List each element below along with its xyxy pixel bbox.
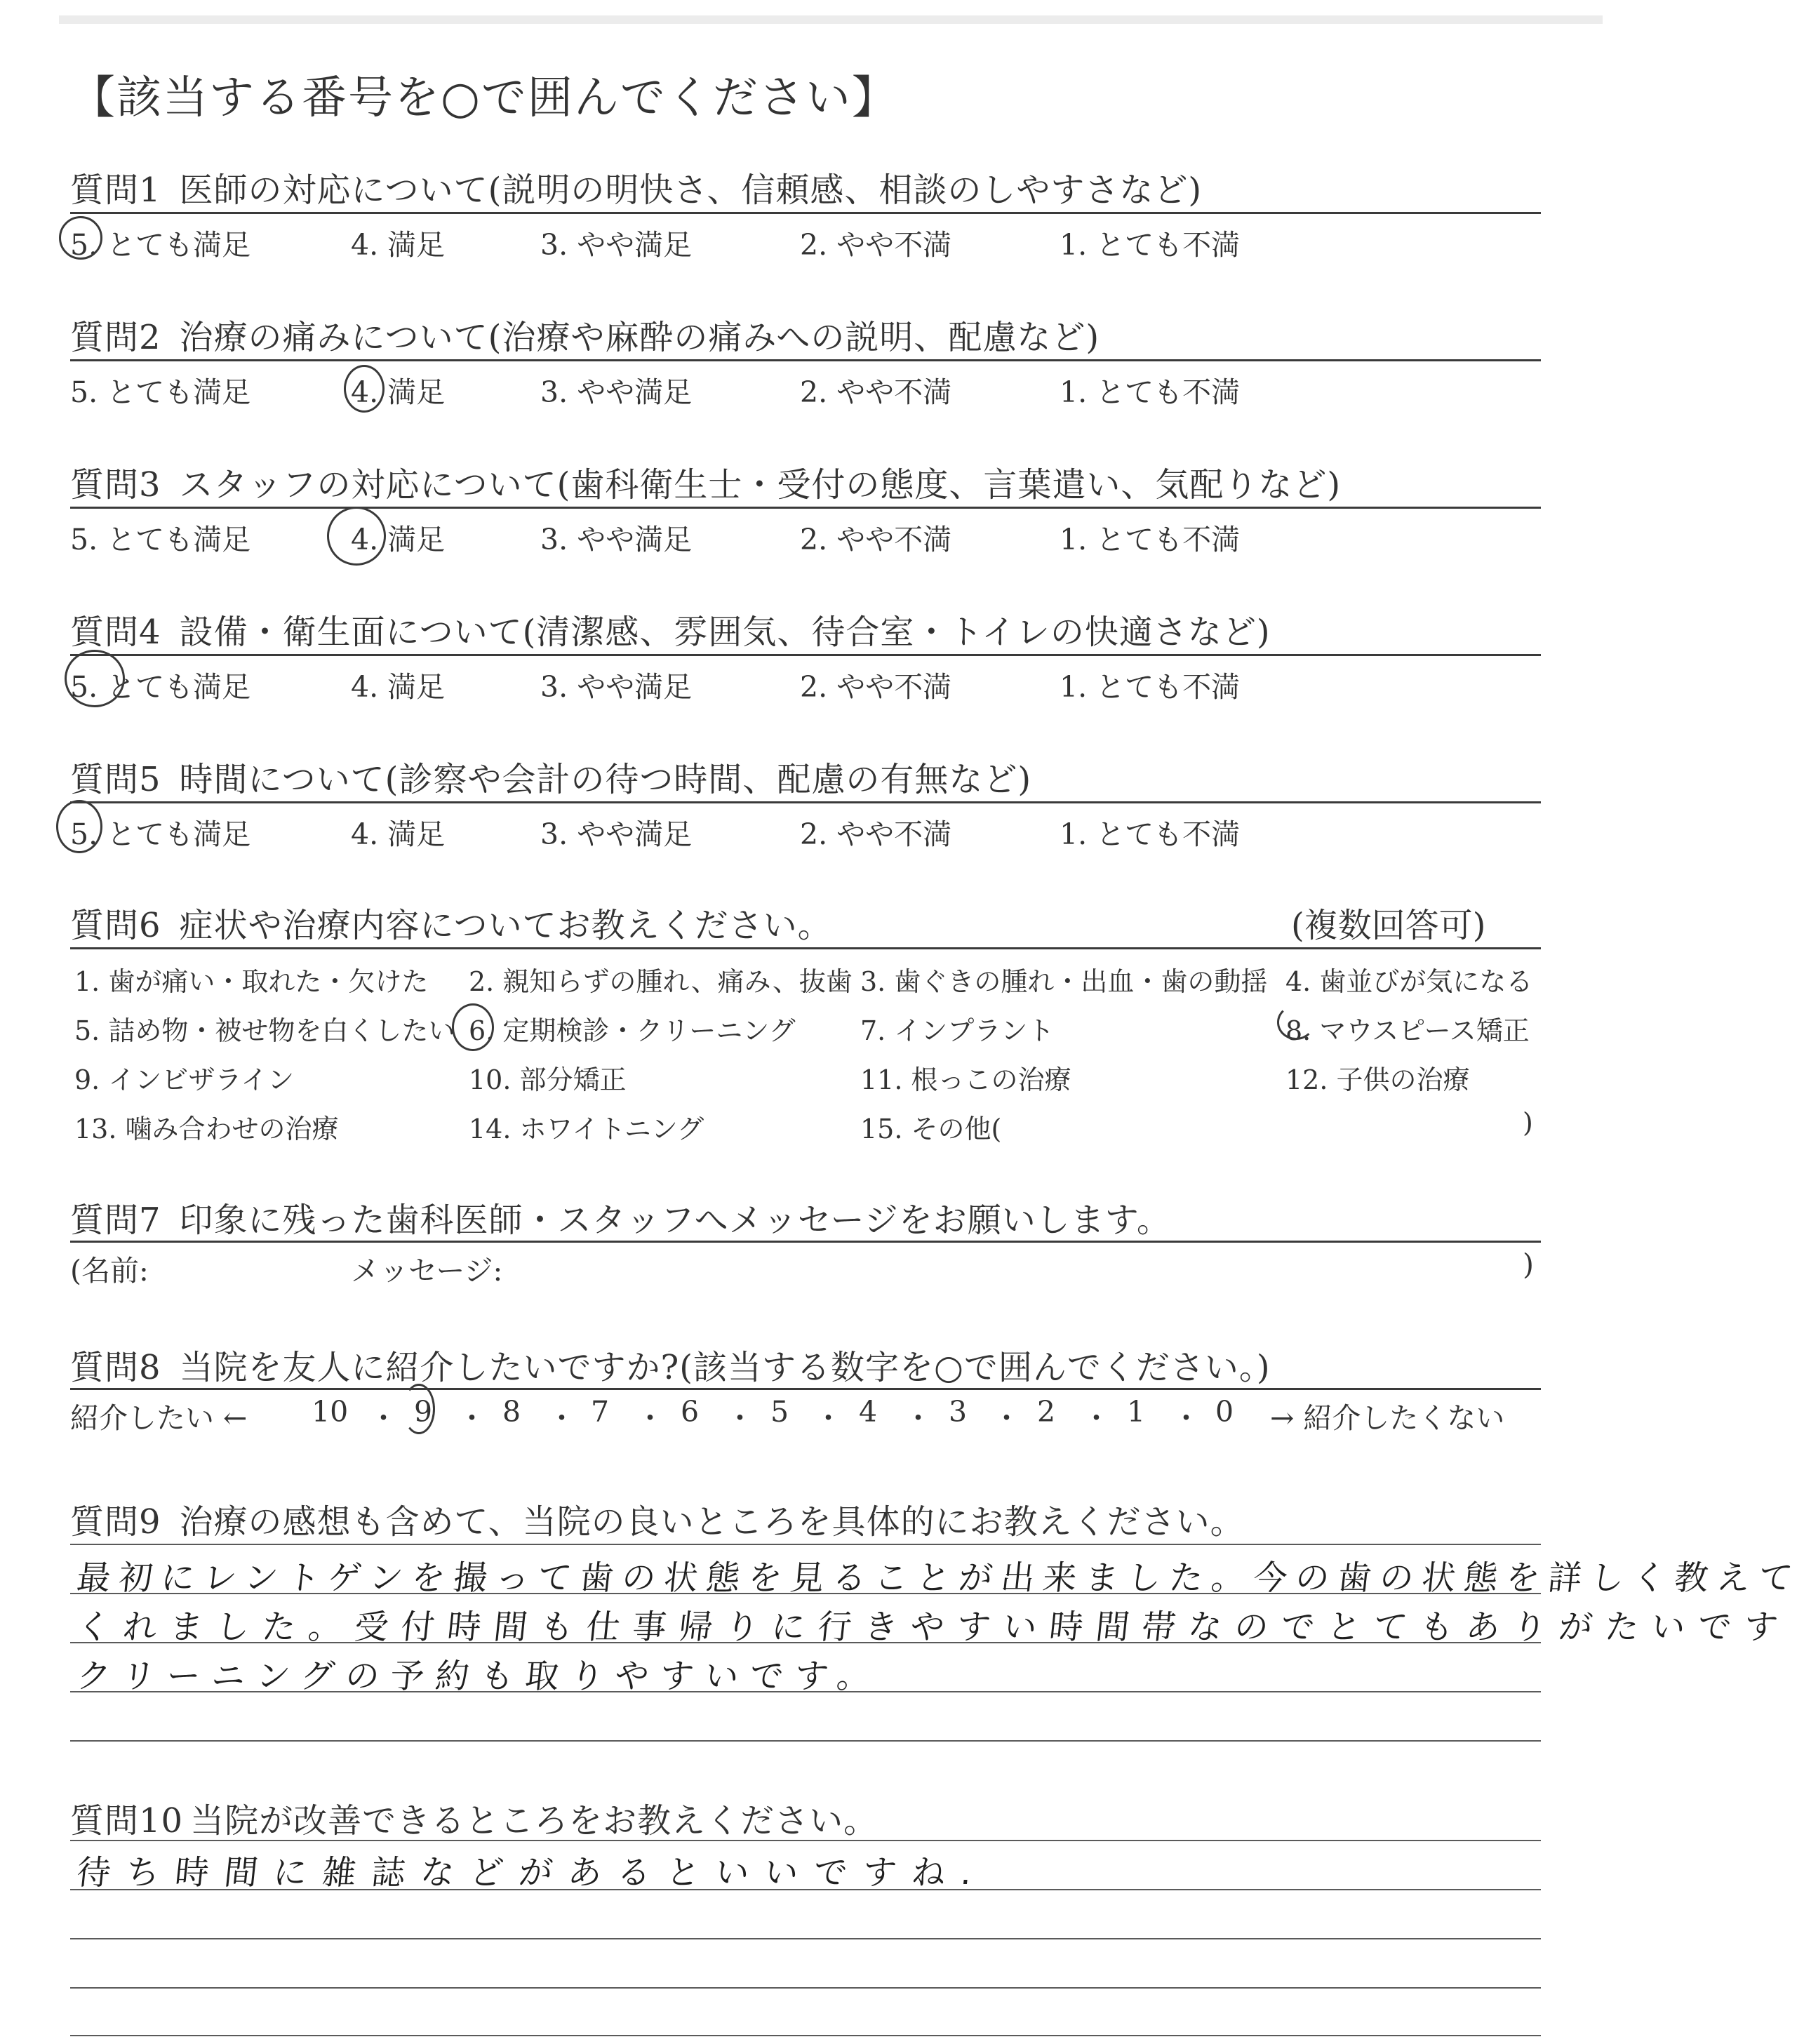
q8-scale-0[interactable]: 0 bbox=[1215, 1395, 1234, 1429]
q6-option-10[interactable]: 10. 部分矯正 bbox=[469, 1064, 627, 1095]
q9-line-5 bbox=[70, 1740, 1541, 1742]
q8-scale-3[interactable]: 3 bbox=[949, 1395, 968, 1429]
q10-answer-line-1: 待ち時間に雑誌などがあるといいですね. bbox=[74, 1853, 989, 1892]
q10-line-5 bbox=[70, 2035, 1541, 2036]
question-1-text: 医師の対応について(説明の明快さ、信頼感、相談のしやすさなど) bbox=[179, 171, 1203, 210]
q3-option-5[interactable]: 5. とても満足 bbox=[70, 523, 251, 556]
question-2-rule bbox=[70, 359, 1541, 361]
q3-option-3[interactable]: 3. やや満足 bbox=[540, 523, 693, 556]
question-4-text: 設備・衛生面について(清潔感、雰囲気、待合室・トイレの快適さなど) bbox=[179, 613, 1271, 652]
q6-option-2[interactable]: 2. 親知らずの腫れ、痛み、抜歯 bbox=[469, 966, 853, 997]
scan-top-edge bbox=[59, 15, 1603, 24]
question-8-rule bbox=[70, 1388, 1541, 1390]
q6-option-6[interactable]: 6. 定期検診・クリーニング bbox=[469, 1015, 796, 1046]
q6-option-11[interactable]: 11. 根っこの治療 bbox=[860, 1064, 1071, 1095]
q3-option-1[interactable]: 1. とても不満 bbox=[1060, 523, 1241, 556]
q2-option-5[interactable]: 5. とても満足 bbox=[70, 375, 251, 409]
question-8-text: 当院を友人に紹介したいですか?(該当する数字を○で囲んでください。) bbox=[179, 1348, 1271, 1387]
question-3-text: スタッフの対応について(歯科衛生士・受付の態度、言葉遣い、気配りなど) bbox=[179, 465, 1342, 505]
q8-right-label: → 紹介したくない bbox=[1270, 1401, 1505, 1435]
q2-option-1[interactable]: 1. とても不満 bbox=[1060, 375, 1241, 409]
q6-option-13[interactable]: 13. 噛み合わせの治療 bbox=[74, 1114, 339, 1144]
q6-option-7[interactable]: 7. インプラント bbox=[860, 1015, 1055, 1046]
q1-selection-circle bbox=[59, 216, 102, 260]
q6-option-1[interactable]: 1. 歯が痛い・取れた・欠けた bbox=[74, 966, 429, 997]
q10-line-1 bbox=[70, 1840, 1541, 1841]
q8-scale-4[interactable]: 4 bbox=[859, 1395, 878, 1429]
q7-name-label: (名前: bbox=[70, 1254, 149, 1288]
q2-selection-circle bbox=[344, 365, 385, 413]
q6-option-9[interactable]: 9. インビザライン bbox=[74, 1064, 295, 1095]
q6-selection-mark-8 bbox=[1277, 1005, 1315, 1040]
q8-scale-2[interactable]: 2 bbox=[1037, 1395, 1056, 1429]
q4-option-2[interactable]: 2. やや不満 bbox=[800, 670, 952, 704]
question-5-rule bbox=[70, 801, 1541, 803]
q5-option-1[interactable]: 1. とても不満 bbox=[1060, 817, 1241, 851]
question-8-title bbox=[70, 1340, 1271, 1389]
question-9-title bbox=[70, 1495, 1245, 1543]
q7-close-paren: ) bbox=[1523, 1248, 1534, 1281]
question-1-number: 質問1 bbox=[70, 171, 161, 210]
q8-scale-dot: ・ bbox=[369, 1401, 398, 1435]
question-6-title bbox=[70, 898, 832, 947]
q6-option-15[interactable]: 15. その他( bbox=[860, 1114, 1002, 1144]
q6-option-3[interactable]: 3. 歯ぐきの腫れ・出血・歯の動揺 bbox=[860, 966, 1268, 997]
question-2-title bbox=[70, 310, 1100, 359]
q1-option-5[interactable]: 5. とても満足 bbox=[70, 228, 251, 262]
q6-option-14[interactable]: 14. ホワイトニング bbox=[469, 1114, 704, 1144]
q8-scale-dot: ・ bbox=[457, 1401, 486, 1435]
q9-answer-line-2: くれました。受付時間も仕事帰りに行きやすい時間帯なのでとてもありがたいです bbox=[74, 1608, 1793, 1647]
q5-option-2[interactable]: 2. やや不満 bbox=[800, 817, 952, 851]
question-4-title bbox=[70, 605, 1271, 653]
question-9-text: 治療の感想も含めて、当院の良いところを具体的にお教えください。 bbox=[179, 1502, 1245, 1542]
question-5-number: 質問5 bbox=[70, 760, 161, 799]
question-1-title bbox=[70, 163, 1202, 211]
q1-option-2[interactable]: 2. やや不満 bbox=[800, 228, 952, 262]
q5-option-3[interactable]: 3. やや満足 bbox=[540, 817, 693, 851]
form-header: 【該当する番号を○で囲んでください】 bbox=[70, 72, 898, 124]
question-8-number: 質問8 bbox=[70, 1348, 161, 1387]
q9-answer-line-1: 最初にレントゲンを撮って歯の状態を見ることが出来ました。今の歯の状態を詳しく教えて bbox=[74, 1558, 1803, 1598]
question-10-text: 当院が改善できるところをお教えください。 bbox=[190, 1801, 878, 1841]
question-1-rule bbox=[70, 212, 1541, 214]
q10-line-4 bbox=[70, 1987, 1541, 1989]
question-3-title bbox=[70, 457, 1341, 506]
q8-scale-dot: ・ bbox=[726, 1401, 754, 1435]
q5-selection-circle bbox=[56, 800, 102, 853]
q10-line-3 bbox=[70, 1938, 1541, 1939]
q8-scale-9[interactable]: 9 bbox=[414, 1395, 433, 1429]
q8-scale-10[interactable]: 10 bbox=[312, 1395, 349, 1429]
question-10-number: 質問10 bbox=[70, 1801, 184, 1841]
q1-option-3[interactable]: 3. やや満足 bbox=[540, 228, 693, 262]
q4-selection-circle bbox=[65, 650, 125, 707]
question-4-number: 質問4 bbox=[70, 613, 161, 652]
q1-option-1[interactable]: 1. とても不満 bbox=[1060, 228, 1241, 262]
question-5-title bbox=[70, 752, 1031, 801]
q5-option-4[interactable]: 4. 満足 bbox=[351, 817, 446, 851]
q3-option-4[interactable]: 4. 満足 bbox=[351, 523, 446, 556]
question-2-text: 治療の痛みについて(治療や麻酔の痛みへの説明、配慮など) bbox=[179, 318, 1100, 357]
q8-scale-dot: ・ bbox=[547, 1401, 576, 1435]
q1-option-4[interactable]: 4. 満足 bbox=[351, 228, 446, 262]
question-6-text: 症状や治療内容についてお教えください。 bbox=[179, 906, 832, 945]
q2-option-4[interactable]: 4. 満足 bbox=[351, 375, 446, 409]
q8-selection-circle bbox=[403, 1384, 435, 1434]
q6-option-5[interactable]: 5. 詰め物・被せ物を白くしたい bbox=[74, 1015, 455, 1046]
q6-selection-circle-6 bbox=[452, 1003, 494, 1051]
q8-scale-dot: ・ bbox=[1172, 1401, 1201, 1435]
q7-message-label: メッセージ: bbox=[351, 1254, 503, 1288]
question-5-text: 時間について(診察や会計の待つ時間、配慮の有無など) bbox=[179, 760, 1032, 799]
question-7-text: 印象に残った歯科医師・スタッフへメッセージをお願いします。 bbox=[179, 1201, 1171, 1240]
q5-option-5[interactable]: 5. とても満足 bbox=[70, 817, 251, 851]
q8-scale-dot: ・ bbox=[1082, 1401, 1111, 1435]
q6-option-12[interactable]: 12. 子供の治療 bbox=[1285, 1064, 1470, 1095]
q9-answer-line-3: クリーニングの予約も取りやすいです。 bbox=[74, 1657, 884, 1696]
q4-option-4[interactable]: 4. 満足 bbox=[351, 670, 446, 704]
q3-selection-circle bbox=[327, 507, 386, 566]
q2-option-3[interactable]: 3. やや満足 bbox=[540, 375, 693, 409]
question-6-number: 質問6 bbox=[70, 906, 161, 945]
q3-option-2[interactable]: 2. やや不満 bbox=[800, 523, 952, 556]
question-3-number: 質問3 bbox=[70, 465, 161, 505]
question-6-note: (複数回答可) bbox=[1291, 906, 1486, 945]
q8-scale-1[interactable]: 1 bbox=[1127, 1395, 1146, 1429]
q4-option-5[interactable]: 5. とても満足 bbox=[70, 670, 251, 704]
q9-line-1 bbox=[70, 1544, 1541, 1545]
q4-option-3[interactable]: 3. やや満足 bbox=[540, 670, 693, 704]
q8-scale-dot: ・ bbox=[904, 1401, 933, 1435]
q8-scale-8[interactable]: 8 bbox=[502, 1395, 521, 1429]
q8-scale-6[interactable]: 6 bbox=[681, 1395, 700, 1429]
q8-scale-5[interactable]: 5 bbox=[770, 1395, 789, 1429]
q8-scale-dot: ・ bbox=[636, 1401, 664, 1435]
question-3-rule bbox=[70, 507, 1541, 509]
q8-left-label: 紹介したい ← bbox=[70, 1401, 248, 1435]
question-4-rule bbox=[70, 654, 1541, 656]
question-10-title bbox=[70, 1793, 878, 1842]
question-6-rule bbox=[70, 947, 1541, 949]
q8-scale-dot: ・ bbox=[814, 1401, 843, 1435]
q6-option-15-close: ) bbox=[1523, 1107, 1533, 1138]
q8-scale-dot: ・ bbox=[992, 1401, 1021, 1435]
q6-option-4[interactable]: 4. 歯並びが気になる bbox=[1285, 966, 1533, 997]
question-7-number: 質問7 bbox=[70, 1201, 161, 1240]
question-7-title bbox=[70, 1193, 1171, 1241]
q4-option-1[interactable]: 1. とても不満 bbox=[1060, 670, 1241, 704]
question-9-number: 質問9 bbox=[70, 1502, 161, 1542]
q2-option-2[interactable]: 2. やや不満 bbox=[800, 375, 952, 409]
question-7-rule bbox=[70, 1241, 1541, 1243]
question-2-number: 質問2 bbox=[70, 318, 161, 357]
q6-option-8[interactable]: 8. マウスピース矯正 bbox=[1285, 1015, 1530, 1046]
q8-scale-7[interactable]: 7 bbox=[591, 1395, 610, 1429]
